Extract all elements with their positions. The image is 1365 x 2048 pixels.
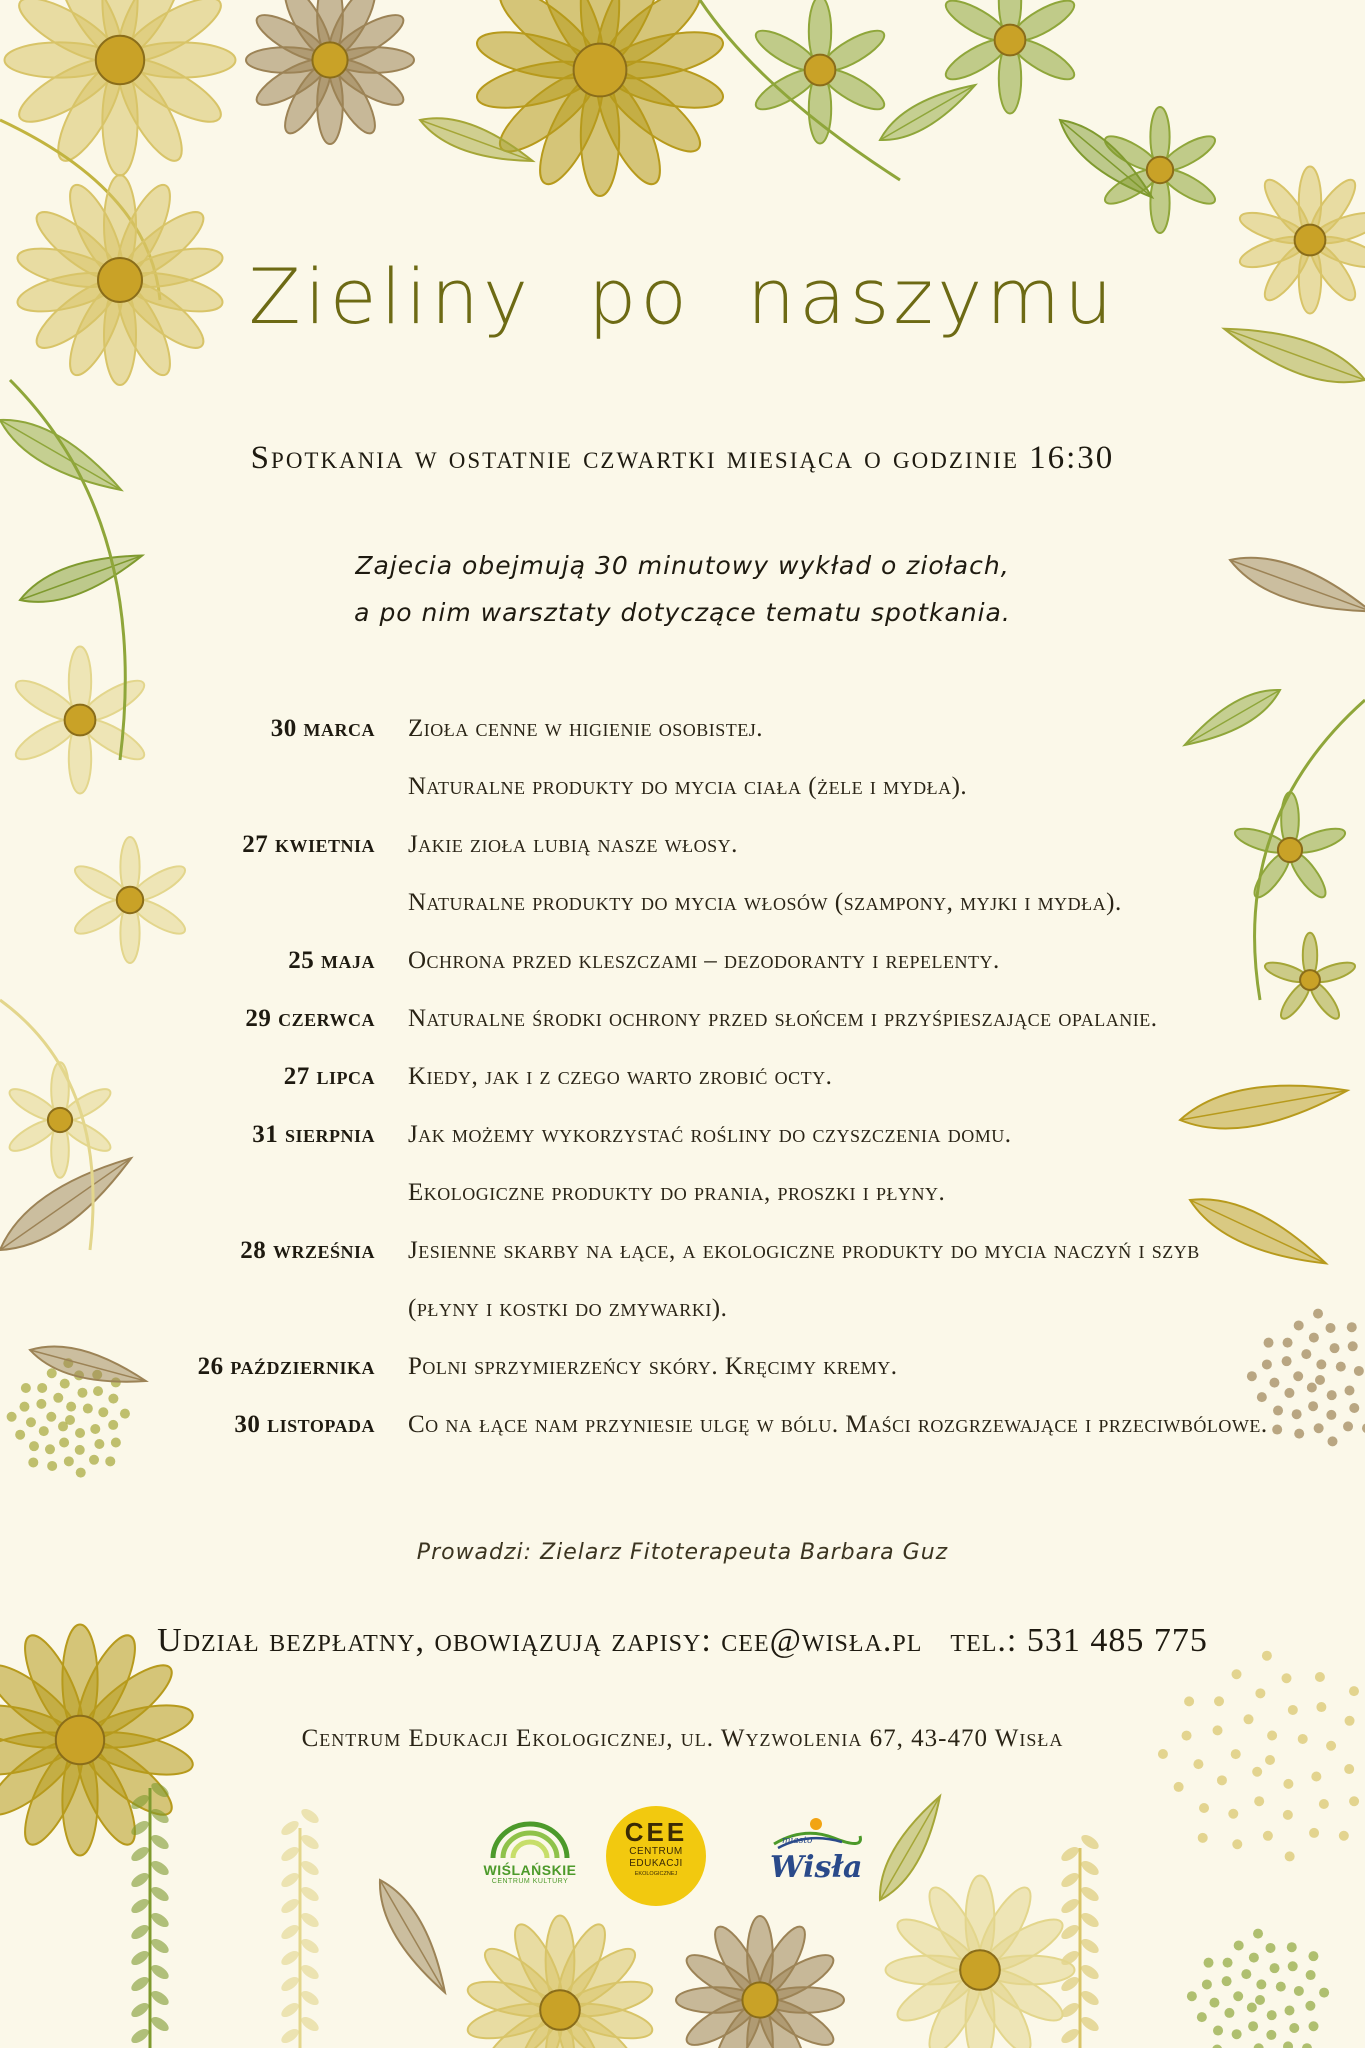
cee-logo — [606, 1806, 706, 1906]
registration-phone: tel.: 531 485 775 — [950, 1622, 1208, 1659]
schedule-row — [0, 1338, 1365, 1396]
schedule-date: 26 października — [197, 1353, 375, 1380]
schedule-date: 30 listopada — [234, 1411, 375, 1438]
registration-info — [0, 1622, 1365, 1660]
schedule-row — [0, 1164, 1365, 1222]
schedule-date: 30 marca — [270, 715, 375, 742]
schedule-topic: Jesienne skarby na łące, a ekologiczne produkty do mycia naczyń i szyb — [408, 1237, 1200, 1264]
schedule-row — [0, 932, 1365, 990]
schedule-row — [0, 1048, 1365, 1106]
intro-line-1: Zajecia obejmują 30 minutowy wykład o ziołach, — [355, 551, 1010, 580]
registration-text: Udział bezpłatny, obowiązują zapisy: cee@wisła.pl — [157, 1622, 923, 1659]
miasto-wisla-logo — [764, 1812, 864, 1892]
cee-line-2: EDUKACJI — [629, 1858, 683, 1869]
wck-subtitle: CENTRUM KULTURY — [491, 1878, 569, 1885]
venue-address: Centrum Edukacji Ekologicznej, ul. Wyzwolenia 67, 43-470 Wisła — [301, 1725, 1064, 1752]
cee-abbreviation: CEE — [624, 1817, 688, 1847]
schedule-row — [0, 1280, 1365, 1338]
poster-subtitle: Spotkania w ostatnie czwartki miesiąca o godzinie 16:30 — [250, 440, 1115, 476]
rainbow-arch-icon — [485, 1820, 575, 1858]
schedule-row — [0, 1396, 1365, 1454]
schedule-date: 31 sierpnia — [252, 1121, 375, 1148]
schedule-topic: Kiedy, jak i z czego warto zrobić octy. — [408, 1063, 833, 1090]
intro-text — [0, 542, 1365, 636]
schedule-date: 29 czerwca — [245, 1005, 375, 1032]
schedule-row — [0, 1222, 1365, 1280]
schedule-date: 25 maja — [288, 947, 375, 974]
schedule-topic: (płyny i kostki do zmywarki). — [408, 1295, 728, 1322]
wislanskie-centrum-kultury-logo — [470, 1820, 590, 1890]
schedule-row — [0, 700, 1365, 758]
schedule-topic: Naturalne środki ochrony przed słońcem i przyśpieszające opalanie. — [408, 1005, 1158, 1032]
schedule-topic: Naturalne produkty do mycia ciała (żele i mydła). — [408, 773, 968, 800]
cee-line-3: EKOLOGICZNEJ — [634, 1871, 678, 1877]
schedule-date: 27 kwietnia — [242, 831, 375, 858]
wisla-name: Wisła — [770, 1850, 863, 1885]
schedule-topic: Ekologiczne produkty do prania, proszki i płyny. — [408, 1179, 946, 1206]
schedule-row — [0, 758, 1365, 816]
poster-title: Zieliny po naszymu — [248, 252, 1117, 341]
schedule-topic: Jak możemy wykorzystać rośliny do czyszczenia domu. — [408, 1121, 1012, 1148]
wisla-small-label: miasto — [782, 1836, 813, 1846]
schedule-row — [0, 990, 1365, 1048]
schedule-topic: Zioła cenne w higienie osobistej. — [408, 715, 763, 742]
schedule-date: 27 lipca — [283, 1063, 375, 1090]
presenter-credit: Prowadzi: Zielarz Fitoterapeuta Barbara Guz — [416, 1540, 949, 1565]
intro-line-2: a po nim warsztaty dotyczące tematu spotkania. — [354, 598, 1011, 627]
schedule-row — [0, 816, 1365, 874]
schedule-topic: Ochrona przed kleszczami – dezodoranty i repelenty. — [408, 947, 1000, 974]
schedule-row — [0, 1106, 1365, 1164]
schedule-row — [0, 874, 1365, 932]
schedule-topic: Naturalne produkty do mycia włosów (szampony, myjki i mydła). — [408, 889, 1122, 916]
schedule-topic: Jakie zioła lubią nasze włosy. — [408, 831, 738, 858]
schedule-topic: Co na łące nam przyniesie ulgę w bólu. Maści rozgrzewające i przeciwbólowe. — [408, 1411, 1268, 1438]
schedule-date: 28 września — [240, 1237, 375, 1264]
wck-name: WIŚLAŃSKIE — [483, 1862, 577, 1878]
mountain-sun-icon — [764, 1812, 864, 1852]
schedule-topic: Polni sprzymierzeńcy skóry. Kręcimy kremy. — [408, 1353, 898, 1380]
cee-line-1: CENTRUM — [629, 1846, 683, 1857]
